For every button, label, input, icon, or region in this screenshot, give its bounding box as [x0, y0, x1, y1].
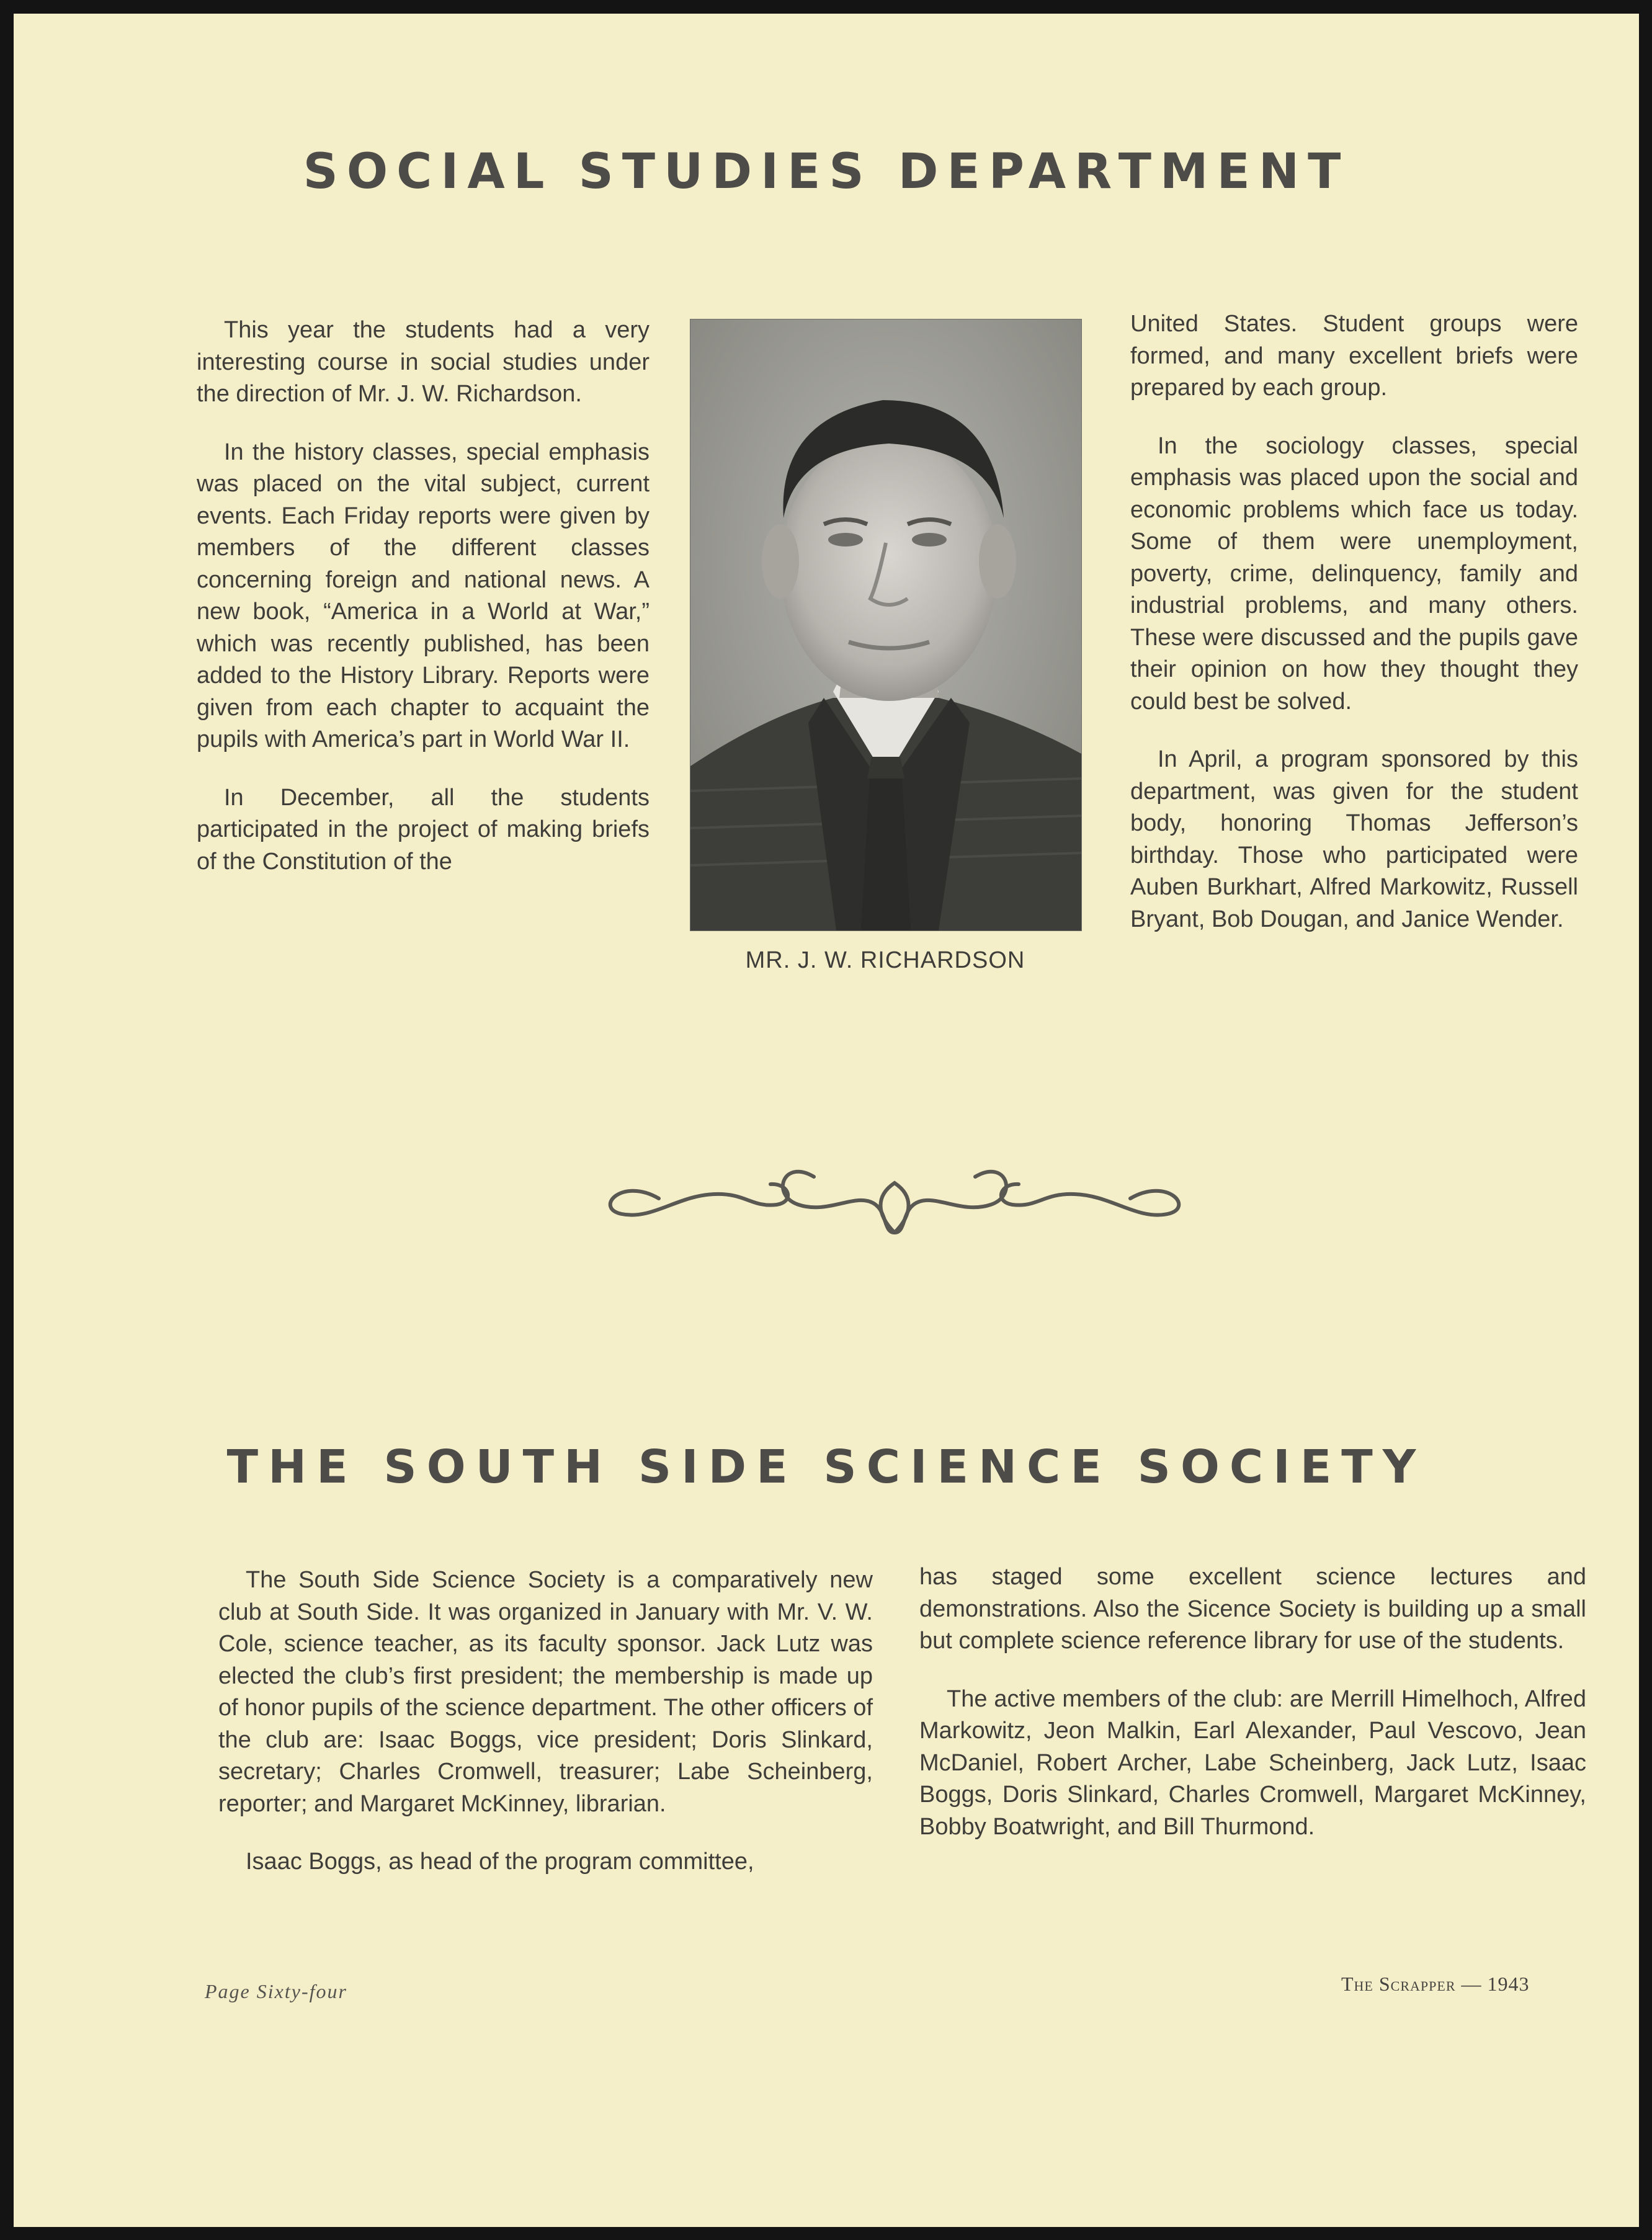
science-society-right-column — [919, 1561, 1586, 1869]
photo-caption: MR. J. W. RICHARDSON — [745, 947, 1025, 973]
paragraph: has staged some excellent science lectures and demonstrations. Also the Sicence Society is building up a small but complete science reference library for use of the students. — [919, 1564, 1586, 1654]
publication-label: The Scrapper — 1943 — [1341, 1973, 1530, 1995]
section-title-social-studies: SOCIAL STUDIES DEPARTMENT — [303, 144, 1350, 200]
science-society-left-column — [218, 1564, 873, 1904]
paragraph: In the history classes, special emphasis was placed on the vital subject, current events. Each Friday reports were given by members of the different classes concerning foreign and national news. A new book, “America in a World at War,” which was recently published, has been added to the History Library. Reports were given from each chapter to acquaint the pupils with America’s part in World War II. — [197, 439, 650, 752]
paragraph: Isaac Boggs, as head of the program committee, — [246, 1849, 754, 1875]
paragraph: The active members of the club: are Merrill Himelhoch, Alfred Markowitz, Jeon Malkin, Earl Alexander, Paul Vescovo, Jean McDaniel, Robert Archer, Labe Scheinberg, Jack Lutz, Isaac Boggs, Doris Slinkard, Charles Cromwell, Margaret McKinney, Bobby Boatwright, and Bill Thurmond. — [919, 1685, 1586, 1840]
yearbook-page — [14, 14, 1639, 2227]
social-studies-right-column — [1130, 308, 1578, 962]
decorative-scroll-ornament — [584, 1140, 1205, 1239]
portrait-photo — [690, 319, 1082, 931]
paragraph: In April, a program sponsored by this department, was given for the student body, honoring Thomas Jefferson’s birthday. Those who participated were Auben Burkhart, Alfred Markowitz, Russell Bryant, Bob Dougan, and Janice Wender. — [1130, 746, 1578, 932]
social-studies-left-column — [197, 315, 650, 904]
page-number: Page Sixty-four — [205, 1980, 347, 2002]
paragraph: The South Side Science Society is a comparatively new club at South Side. It was organized in January with Mr. V. W. Cole, science teacher, as its faculty sponsor. Jack Lutz was elected the club’s first president; the membership is made up of honor pupils of the science department. The other officers of the club are: Isaac Boggs, vice president; Doris Slinkard, secretary; Charles Cromwell, treasurer; Labe Scheinberg, reporter; and Margaret McKinney, librarian. — [218, 1567, 873, 1817]
portrait-image — [690, 319, 1081, 930]
paragraph: This year the students had a very interesting course in social studies under the direction of Mr. J. W. Richardson. — [197, 317, 650, 407]
paragraph: United States. Student groups were formed, and many excellent briefs were prepared by each group. — [1130, 311, 1578, 401]
paragraph: In the sociology classes, special emphasis was placed upon the social and economic problems which face us today. Some of them were unemployment, poverty, crime, delinquency, family and industrial problems, and many others. These were discussed and the pupils gave their opinion on how they thought they could best be solved. — [1130, 432, 1578, 715]
section-title-science-society: THE SOUTH SIDE SCIENCE SOCIETY — [226, 1440, 1426, 1494]
paragraph: In December, all the students participated in the project of making briefs of the Constitution of the — [197, 784, 650, 875]
